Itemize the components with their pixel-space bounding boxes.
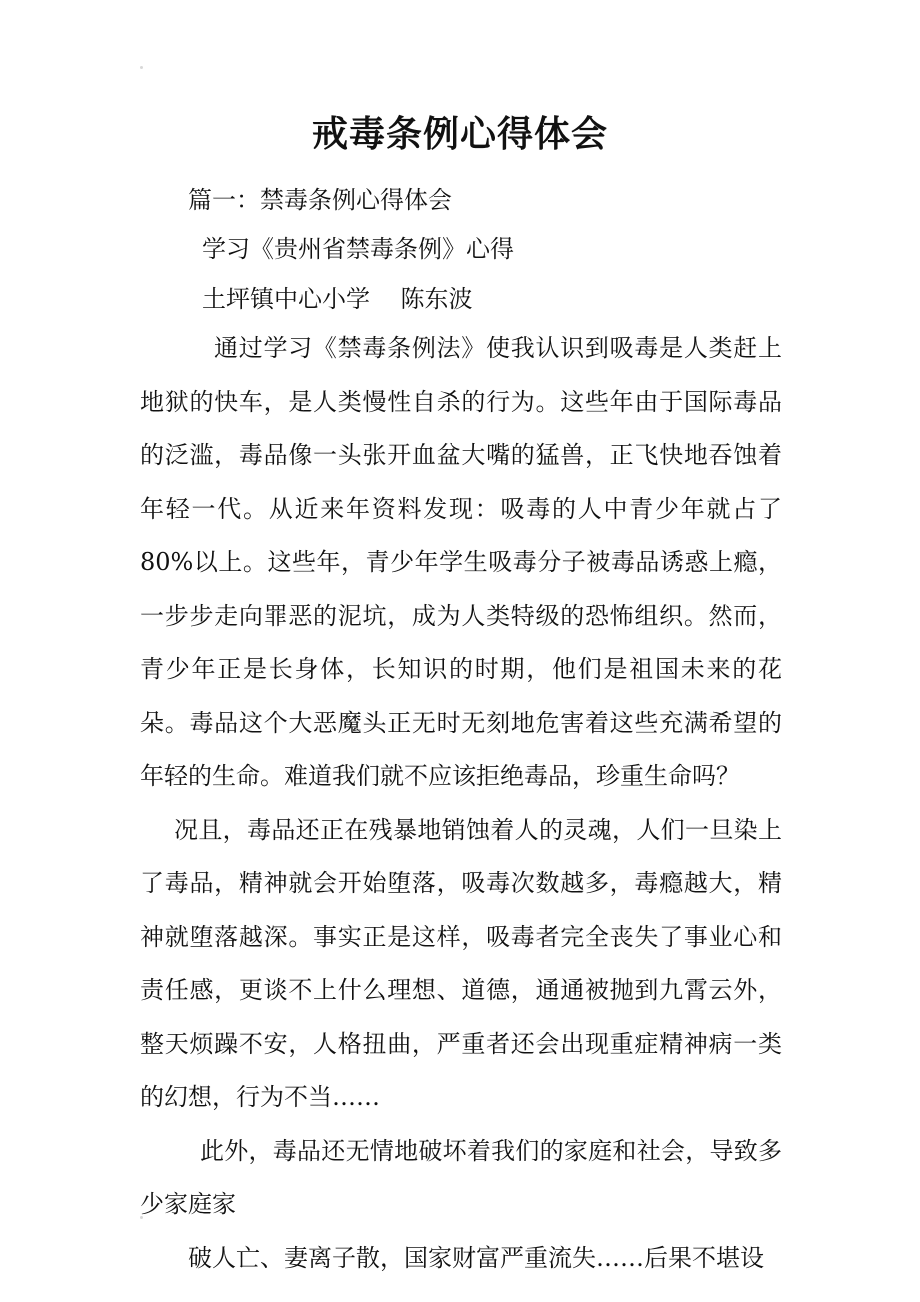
body-text <box>140 322 782 1285</box>
paragraph: 破人亡、妻离子散，国家财富严重流失……后果不堪设 <box>188 1243 764 1272</box>
author-line: 土坪镇中心小学 陈东波 <box>202 285 473 313</box>
subtitle: 学习《贵州省禁毒条例》心得 <box>202 235 514 263</box>
document-title: 戒毒条例心得体会 <box>311 113 608 155</box>
scan-speck <box>140 66 143 69</box>
paragraph: 通过学习《禁毒条例法》使我认识到吸毒是人类赶上地狱的快车，是人类慢性自杀的行为。这些年由于国际毒品的泛滥，毒品像一头张开血盆大嘴的猛兽，正飞快地吞蚀着年轻一代。从近来年资料发现：吸毒的人中青少年就占了 80%以上。这些年，青少年学生吸毒分子被毒品诱惑上瘾，一步步走向罪恶的泥坑，成为人类特级的恐怖组织。然而，青少年正是长身体，长知识的时期，他们是祖国未来的花朵。毒品这个大恶魔头正无时无刻地危害着这些充满希望的年轻的生命。难道我们就不应该拒绝毒品，珍重生命吗？ <box>140 334 782 790</box>
section-heading: 篇一：禁毒条例心得体会 <box>188 186 452 214</box>
paragraph: 此外，毒品还无情地破坏着我们的家庭和社会，导致多少家庭家 <box>140 1136 782 1218</box>
paragraph: 况且，毒品还正在残暴地销蚀着人的灵魂，人们一旦染上了毒品，精神就会开始堕落，吸毒次数越多，毒瘾越大，精神就堕落越深。事实正是这样，吸毒者完全丧失了事业心和责任感，更谈不上什么理想、道德，通通被抛到九霄云外，整天烦躁不安，人格扭曲，严重者还会出现重症精神病一类的幻想，行为不当…… <box>140 815 782 1111</box>
